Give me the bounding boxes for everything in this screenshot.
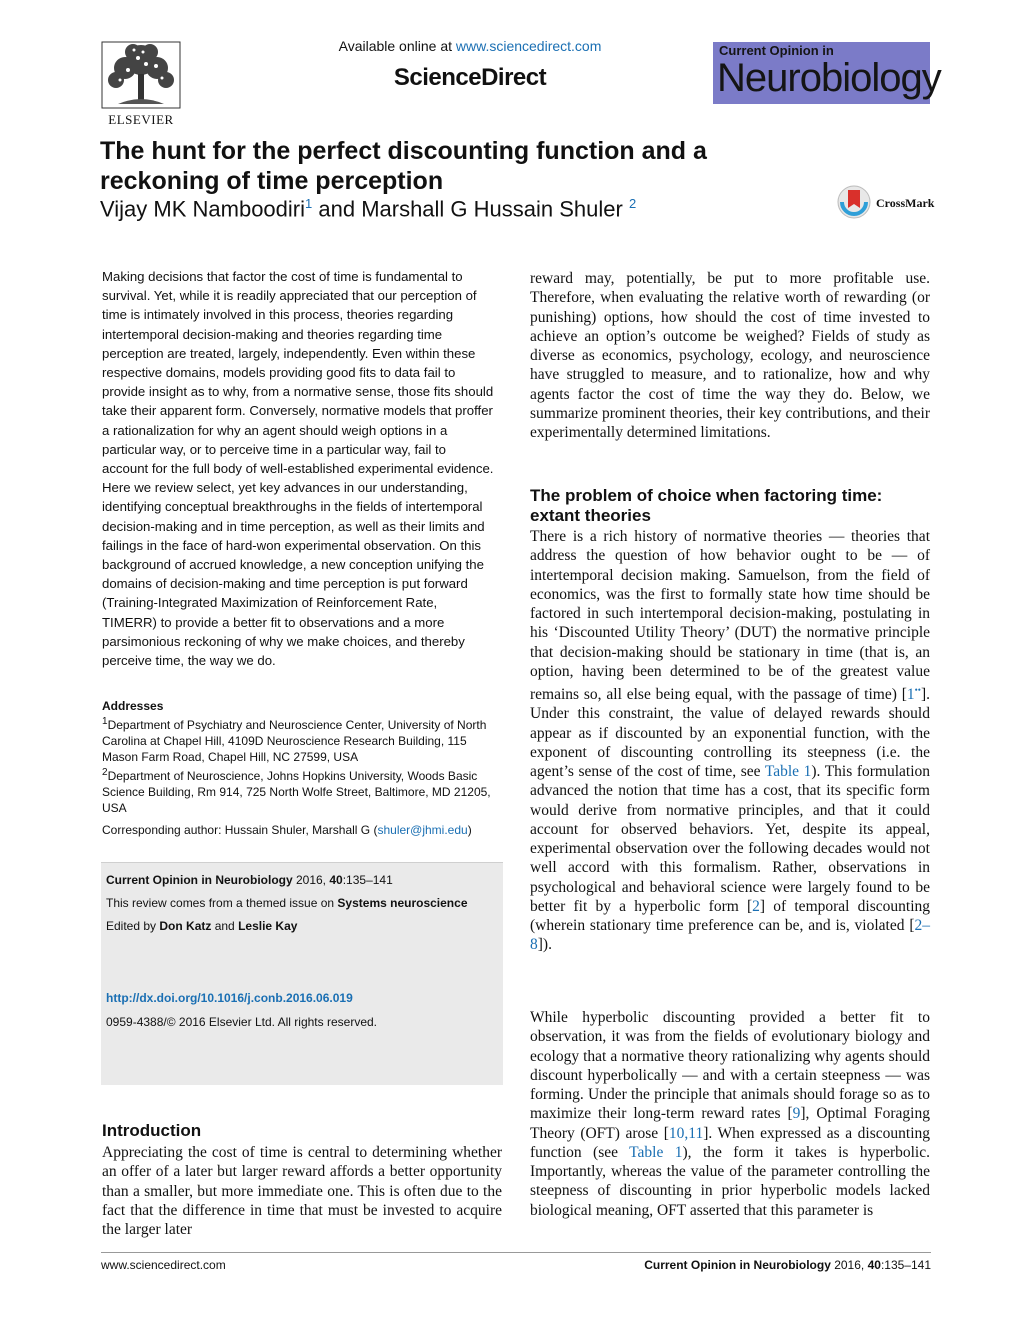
journal-logo-name: Neurobiology — [717, 56, 941, 100]
address-1: $^1$Department of Psychiatry and Neuroscience Center, University of North Carolina at Chapel Hill, 4109D Neuroscience Research Building, 115 Mason Farm Road, Chapel Hill, NC 27599, USA — [102, 716, 487, 764]
elsevier-tree-icon — [98, 40, 184, 112]
ref-link[interactable]: 10,11 — [668, 1124, 704, 1142]
table-link[interactable]: Table 1 — [764, 763, 812, 781]
right-paragraph-1: reward may, potentially, be put to more profitable use. Therefore, when evaluating the relative worth of rewarding (or punishing) options, how should the cost of time invested to achieve an option’s outcome be weighed? Fields of study as diverse as economics, psychology, ecology, and neuroscience have struggled to measure, and to rationalize, how and why agents factor the cost of time the way they do. Below, we summarize prominent theories, their key contributions, and their experimentally determined limitations. — [530, 270, 930, 441]
author-list — [100, 196, 636, 222]
abstract: Making decisions that factor the cost of time is fundamental to survival. Yet, while it is readily appreciated that our perception of time is intimately involved in this process, theories regarding intertemporal decision-making and theories regarding time perception are treated, largely, independently. Even within these respective domains, models providing good fits to data fail to provide insight as to why, from a normative sense, those fits should take their apparent form. Conversely, normative models that proffer a rationalization for why an agent should weigh options in a particular way, or to perceive time in a particular way, fail to account for the full body of well-established experimental evidence. Here we review select, yet key advances in our understanding, identifying conceptual breakthroughs in the fields of intertemporal decision-making and in time perception, as well as their limits and failings in the face of hard-won experimental observation. On this background of accrued knowledge, a new conception unifying the domains of decision-making and time perception is put forward (Training-Integrated Maximization of Reinforcement Rate, TIMERR) to provide a better fit to observations and a more parsimonious reckoning of why we make choices, and thereby perceive time, the way we do. — [102, 269, 494, 669]
author-2-affil[interactable]: 2 — [628, 196, 637, 211]
ref-link[interactable]: 2–8 — [530, 917, 930, 954]
journal-logo — [713, 42, 941, 104]
elsevier-wordmark: ELSEVIER — [108, 112, 174, 127]
sciencedirect-link[interactable]: www.sciencedirect.com — [455, 38, 602, 54]
section-heading: The problem of choice when factoring time: extant theories — [530, 486, 883, 525]
address-2: $^2$Department of Neuroscience, Johns Hopkins University, Woods Basic Science Building, Rm 914, 725 North Wolfe Street, Baltimore, MD 21205, USA — [102, 767, 491, 815]
journal-logo-top: Current Opinion in — [719, 43, 834, 58]
table-link[interactable]: Table 1 — [629, 1143, 683, 1161]
corresponding-author: Corresponding author: Hussain Shuler, Marshall G (shuler@jhmi.edu) — [102, 823, 472, 837]
footer-site: www.sciencedirect.com — [101, 1258, 226, 1272]
crossmark-icon — [836, 184, 872, 220]
right-paragraph-3: While hyperbolic discounting provided a better fit to observation, it was from the fields of evolutionary biology and ecology that a normative theory rationalizing why agents should discount hyperbolically — and with a certain steepness — was forming. Under the principle that animals should forage so as to maximize their long-term reward rates [9], Optimal Foraging Theory (OFT) arose [10,11]. When expressed as a discounting function (see Table 1), the form it takes is hyperbolic. Importantly, whereas the value of the parameter controlling the steepness of discounting in prior hyperbolic models lacked biological meaning, OFT asserted that this parameter is — [530, 1009, 930, 1219]
addresses — [102, 698, 494, 816]
ref-link[interactable]: 2 — [752, 897, 760, 915]
themed-issue-topic: Systems neuroscience — [337, 896, 468, 910]
crossmark-label: CrossMark — [876, 196, 935, 210]
copyright-line: 0959-4388/© 2016 Elsevier Ltd. All rights reserved. — [106, 1015, 377, 1029]
introduction-heading: Introduction — [102, 1121, 202, 1140]
sciencedirect-brand: ScienceDirect — [393, 64, 547, 91]
citation-line: Current Opinion in Neurobiology 2016, 40:135–141 — [106, 873, 393, 887]
elsevier-logo — [98, 40, 184, 128]
available-online: Available online at www.sciencedirect.com — [338, 38, 602, 54]
editors-line: Edited by Don Katz and Leslie Kay — [106, 919, 298, 933]
author-2: Marshall G Hussain Shuler — [361, 196, 623, 222]
author-1-affil[interactable]: 1 — [305, 196, 313, 211]
article-info-box — [101, 862, 503, 1085]
themed-issue-line: This review comes from a themed issue on Systems neuroscience — [106, 896, 468, 910]
article-title: The hunt for the perfect discounting function and a reckoning of time perception — [100, 137, 707, 195]
author-1: Vijay MK Namboodiri — [100, 196, 306, 222]
footer-citation: Current Opinion in Neurobiology 2016, 40:135–141 — [644, 1258, 931, 1272]
introduction-paragraph: Appreciating the cost of time is central to determining whether an offer of a later but larger reward affords a better opportunity than a smaller, but more immediate one. This is often due to the fact that the difference in time that must be invested to acquire the larger later — [102, 1144, 502, 1238]
footer-divider — [101, 1252, 931, 1253]
addresses-heading: Addresses — [102, 699, 164, 713]
ref-annotation: •• — [914, 685, 921, 695]
crossmark-button[interactable] — [836, 184, 936, 224]
ref-link[interactable]: 9 — [792, 1105, 801, 1123]
right-paragraph-2: There is a rich history of normative theories — theories that address the question of how behavior ought to be — of intertemporal decision making. Samuelson, from the field of economics, was the first to formally state how time should be factored in such intertemporal decision-making, postulating in his ‘Discounted Utility Theory’ (DUT) the normative principle that decision-making should be stationary in time (that is, an option, having been determined to be of the greatest value remains so, all else being equal, with the passage of time) [1••]. Under this constraint, the value of delayed rewards should appear as if discounted by an exponential function, with the exponent of discounting controlling its steepness (i.e. the agent’s sense of the cost of time, see Table 1). This formulation advanced the notion that time has a cost, that its specific form would derive from normative principles, and that it could account for observed behaviors. Yet, despite its appeal, experimental observation over the following decades would not well accord with this formalism. Rather, observations in psychological and behavioral science were largely found to be better fit by a hyperbolic form [2] of temporal discounting (wherein stationary time preference can be, and is, violated [2–8]). — [530, 528, 931, 954]
email-link[interactable]: shuler@jhmi.edu — [377, 823, 468, 837]
ref-link[interactable]: 1 — [906, 686, 915, 704]
doi-link[interactable]: http://dx.doi.org/10.1016/j.conb.2016.06.019 — [106, 991, 353, 1005]
author-separator: and — [312, 196, 362, 222]
